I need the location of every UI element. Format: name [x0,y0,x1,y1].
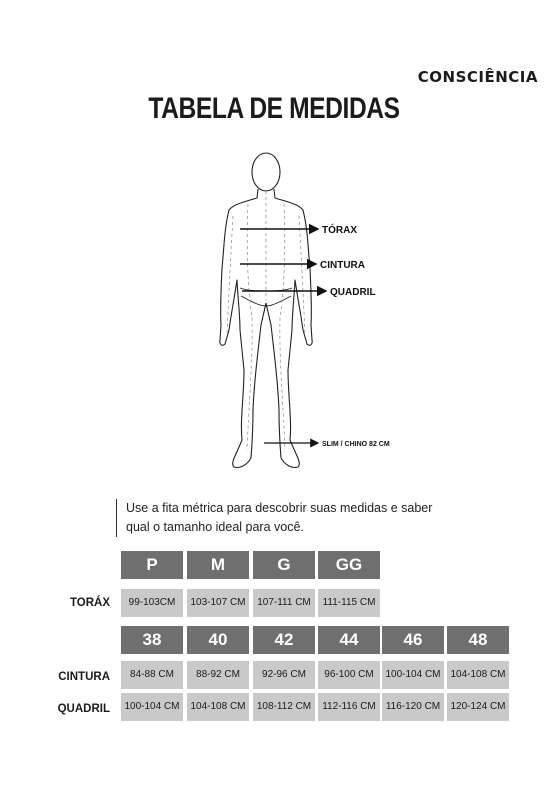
quadril-value-cell: 112-116 CM [318,693,380,721]
top-size-header: M [187,551,249,579]
leg-label: SLIM / CHINO 82 CM [322,441,390,448]
cintura-label: CINTURA [320,260,365,271]
torax-value-cell: 111-115 CM [318,589,380,617]
instructions-text: Use a fita métrica para descobrir suas medidas e saber qual o tamanho ideal para você. [116,499,456,537]
quadril-value-cell: 116-120 CM [382,693,444,721]
torax-value-cell: 107-111 CM [253,589,315,617]
cintura-value-cell: 88-92 CM [187,661,249,689]
bottom-size-header: 42 [253,626,315,654]
quadril-row-label: QUADRIL [57,703,110,715]
bottom-size-header: 38 [121,626,183,654]
torax-value-cell: 99-103CM [121,589,183,617]
cintura-value-cell: 104-108 CM [447,661,509,689]
bottom-size-header: 46 [382,626,444,654]
quadril-value-cell: 108-112 CM [253,693,315,721]
brand-logo: CONSCIÊNCIA [417,68,538,86]
top-size-header: G [253,551,315,579]
torax-label: TÓRAX [322,225,357,236]
torax-value-cell: 103-107 CM [187,589,249,617]
cintura-value-cell: 92-96 CM [253,661,315,689]
top-size-header: P [121,551,183,579]
quadril-label: QUADRIL [330,287,376,298]
quadril-value-cell: 104-108 CM [187,693,249,721]
cintura-value-cell: 100-104 CM [382,661,444,689]
quadril-value-cell: 100-104 CM [121,693,183,721]
bottom-size-header: 48 [447,626,509,654]
bottom-size-header: 40 [187,626,249,654]
quadril-value-cell: 120-124 CM [447,693,509,721]
body-outline [220,153,312,468]
torax-row-label: TORÁX [69,597,110,609]
cintura-row-label: CINTURA [58,671,110,683]
top-size-header: GG [318,551,380,579]
page-title: TABELA DE MEDIDAS [148,92,400,125]
cintura-value-cell: 96-100 CM [318,661,380,689]
body-guide-lines [227,191,305,450]
body-figure [0,140,548,480]
bottom-size-header: 44 [318,626,380,654]
cintura-value-cell: 84-88 CM [121,661,183,689]
